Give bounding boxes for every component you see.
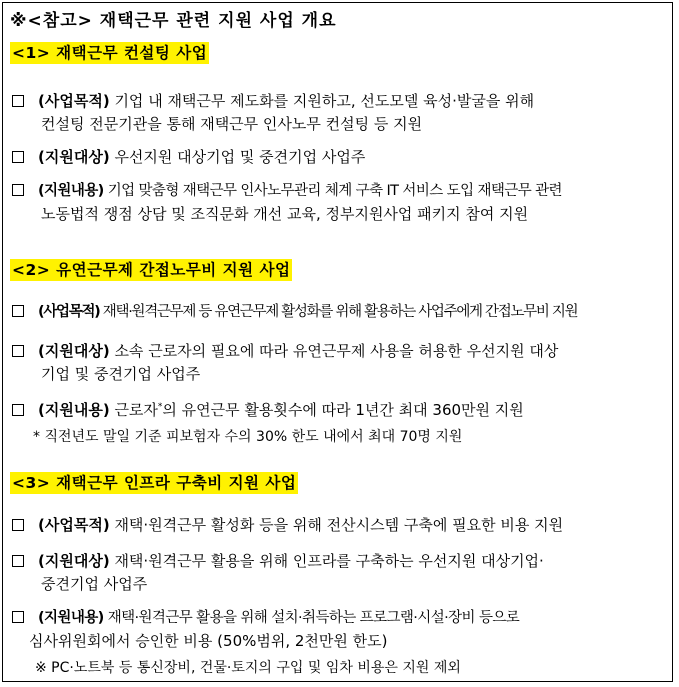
item-label: (지원대상) bbox=[38, 342, 110, 360]
list-item bbox=[12, 90, 662, 136]
item-text: 재택·원격근무 활성화 등을 위해 전산시스템 구축에 필요한 비용 지원 bbox=[109, 516, 564, 534]
item-text: 기업 내 재택근무 제도화를 지원하고, 선도모델 육성·발굴을 위해 bbox=[109, 92, 535, 110]
checkbox-icon bbox=[12, 404, 24, 416]
checkbox-icon bbox=[12, 95, 24, 107]
list-item bbox=[12, 301, 662, 324]
item-text: 재택·원격근무 활용을 위해 설치·취득하는 프로그램·시설·장비 등으로 bbox=[103, 610, 520, 626]
item-text: 소속 근로자의 필요에 따라 유연근무제 사용을 허용한 우선지원 대상 bbox=[109, 342, 559, 360]
checkbox-icon bbox=[12, 151, 24, 163]
item-text: 근로자 bbox=[109, 401, 158, 419]
list-item bbox=[12, 550, 662, 596]
item-text: 재택·원격근무제 등 유연근무제 활성화를 위해 활용하는 사업주에게 간접노무비 지원 bbox=[99, 304, 578, 320]
page-title: ※<참고> 재택근무 관련 지원 사업 개요 bbox=[10, 11, 337, 31]
list-item bbox=[12, 396, 662, 422]
item-text: 기업 맞춤형 재택근무 인사노무관리 체계 구축 IT 서비스 도입 재택근무 관련 bbox=[103, 183, 562, 199]
footnote: ※ PC·노트북 등 통신장비, 건물·토지의 구입 및 임차 비용은 지원 제외 bbox=[35, 660, 461, 676]
footnote-mark: * bbox=[157, 402, 163, 412]
item-text-cont: 노동법적 쟁점 상담 및 조직문화 개선 교육, 정부지원사업 패키지 참여 지원 bbox=[41, 205, 529, 223]
list-item bbox=[12, 340, 662, 386]
item-label: (지원대상) bbox=[38, 148, 110, 166]
list-item bbox=[12, 180, 662, 226]
item-label: (지원대상) bbox=[38, 552, 110, 570]
checkbox-icon bbox=[12, 611, 24, 623]
checkbox-icon bbox=[12, 345, 24, 357]
checkbox-icon bbox=[12, 555, 24, 567]
item-label: (사업목적) bbox=[38, 304, 100, 320]
section-heading-flexwork: <2> 유연근무제 간접노무비 지원 사업 bbox=[12, 261, 291, 279]
item-label: (지원내용) bbox=[38, 401, 110, 419]
item-label: (사업목적) bbox=[38, 516, 110, 534]
item-label: (사업목적) bbox=[38, 92, 110, 110]
list-item bbox=[12, 514, 662, 537]
item-text: 재택·원격근무 활용을 위해 인프라를 구축하는 우선지원 대상기업· bbox=[109, 552, 544, 570]
checkbox-icon bbox=[12, 184, 24, 196]
footnote: * 직전년도 말일 기준 피보험자 수의 30% 한도 내에서 최대 70명 지원 bbox=[33, 429, 463, 445]
item-text-cont: 컨설팅 전문기관을 통해 재택근무 인사노무 컨설팅 등 지원 bbox=[41, 115, 423, 133]
item-label: (지원내용) bbox=[38, 610, 104, 626]
item-text-cont: 심사위원회에서 승인한 비용 (50%범위, 2천만원 한도) bbox=[29, 632, 388, 650]
list-item bbox=[12, 146, 662, 169]
section-heading-consulting: <1> 재택근무 컨설팅 사업 bbox=[12, 44, 208, 62]
checkbox-icon bbox=[12, 305, 24, 317]
item-label: (지원내용) bbox=[38, 183, 104, 199]
list-item bbox=[12, 607, 662, 653]
item-text-cont: 기업 및 중견기업 사업주 bbox=[41, 365, 201, 383]
item-text-cont: 중견기업 사업주 bbox=[41, 575, 148, 593]
item-text: 의 유연근무 활용횟수에 따라 1년간 최대 360만원 지원 bbox=[162, 401, 524, 419]
item-text: 우선지원 대상기업 및 중견기업 사업주 bbox=[109, 148, 366, 166]
checkbox-icon bbox=[12, 519, 24, 531]
section-heading-infra: <3> 재택근무 인프라 구축비 지원 사업 bbox=[12, 474, 297, 492]
